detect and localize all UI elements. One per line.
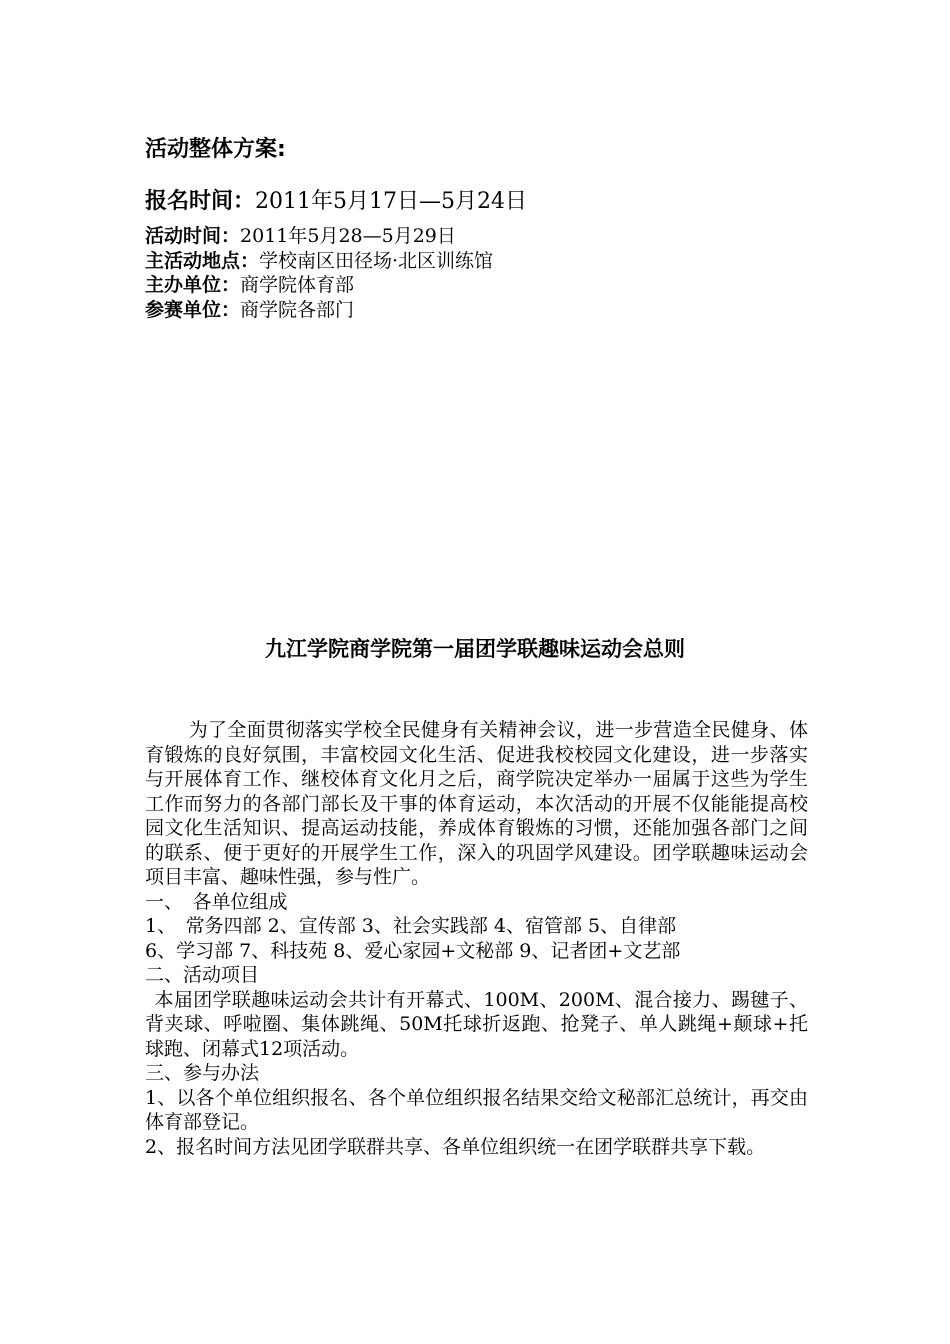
event-time-label: 活动时间：	[145, 225, 241, 247]
section1-title: 一、 各单位组成	[145, 890, 288, 913]
section3-title: 三、参与办法	[145, 1062, 260, 1084]
registration-time-value: 2011年5月17日—5月24日	[255, 189, 527, 214]
organizer-label: 主办单位：	[145, 274, 241, 296]
section2-text: 本届团学联趣味运动会共计有开幕式、100M、200M、混合接力、踢毽子、背夹球、呼啦圈、集体跳绳、50M托球折返跑、抢凳子、单人跳绳+颠球+托球跑、闭幕式12项活动。	[145, 988, 808, 1060]
registration-time-label: 报名时间：	[145, 189, 256, 214]
organizer-line	[145, 273, 493, 298]
venue-label: 主活动地点：	[145, 249, 260, 272]
section2-title: 二、活动项目	[145, 964, 260, 986]
event-time-line	[145, 224, 493, 249]
participants-label: 参赛单位：	[145, 298, 241, 321]
section3-item1: 1、以各个单位组织报名、各个单位组织报名结果交给文秘部汇总统计，再交由体育部登记。	[145, 1086, 808, 1133]
organizer-value: 商学院体育部	[240, 274, 355, 296]
intro-paragraph: 为了全面贯彻落实学校全民健身有关精神会议，进一步营造全民健身、体育锻炼的良好氛围，丰富校园文化生活、促进我校校园文化建设，进一步落实与开展体育工作、继校体育文化月之后，商学院决定举办一届属于这些为学生工作而努力的各部门部长及干事的体育运动，本次活动的开展不仅能能提高校园文化生活知识、提高运动技能，养成体育锻炼的习惯，还能加强各部门之间的联系、便于更好的开展学生工作，深入的巩固学风建设。团学联趣味运动会项目丰富、趣味性强，参与性广。	[145, 719, 808, 888]
participants-line	[145, 298, 493, 323]
registration-time-line	[145, 184, 527, 215]
section1-line1: 1、 常务四部 2、宣传部 3、社会实践部 4、宿管部 5、自律部	[145, 915, 677, 937]
section1-line2: 6、学习部 7、科技苑 8、爱心家园+文秘部 9、记者团+文艺部	[145, 939, 681, 962]
venue-value: 学校南区田径场·北区训练馆	[259, 249, 494, 272]
event-info-list	[145, 224, 493, 322]
section3-item2: 2、报名时间方法见团学联群共享、各单位组织统一在团学联群共享下载。	[145, 1135, 766, 1158]
venue-line	[145, 249, 493, 274]
document-body	[145, 718, 808, 1159]
document-title: 九江学院商学院第一届团学联趣味运动会总则	[265, 637, 685, 661]
plan-heading: 活动整体方案:	[145, 137, 286, 162]
event-time-value: 2011年5月28—5月29日	[240, 225, 456, 247]
participants-value: 商学院各部门	[240, 298, 355, 321]
